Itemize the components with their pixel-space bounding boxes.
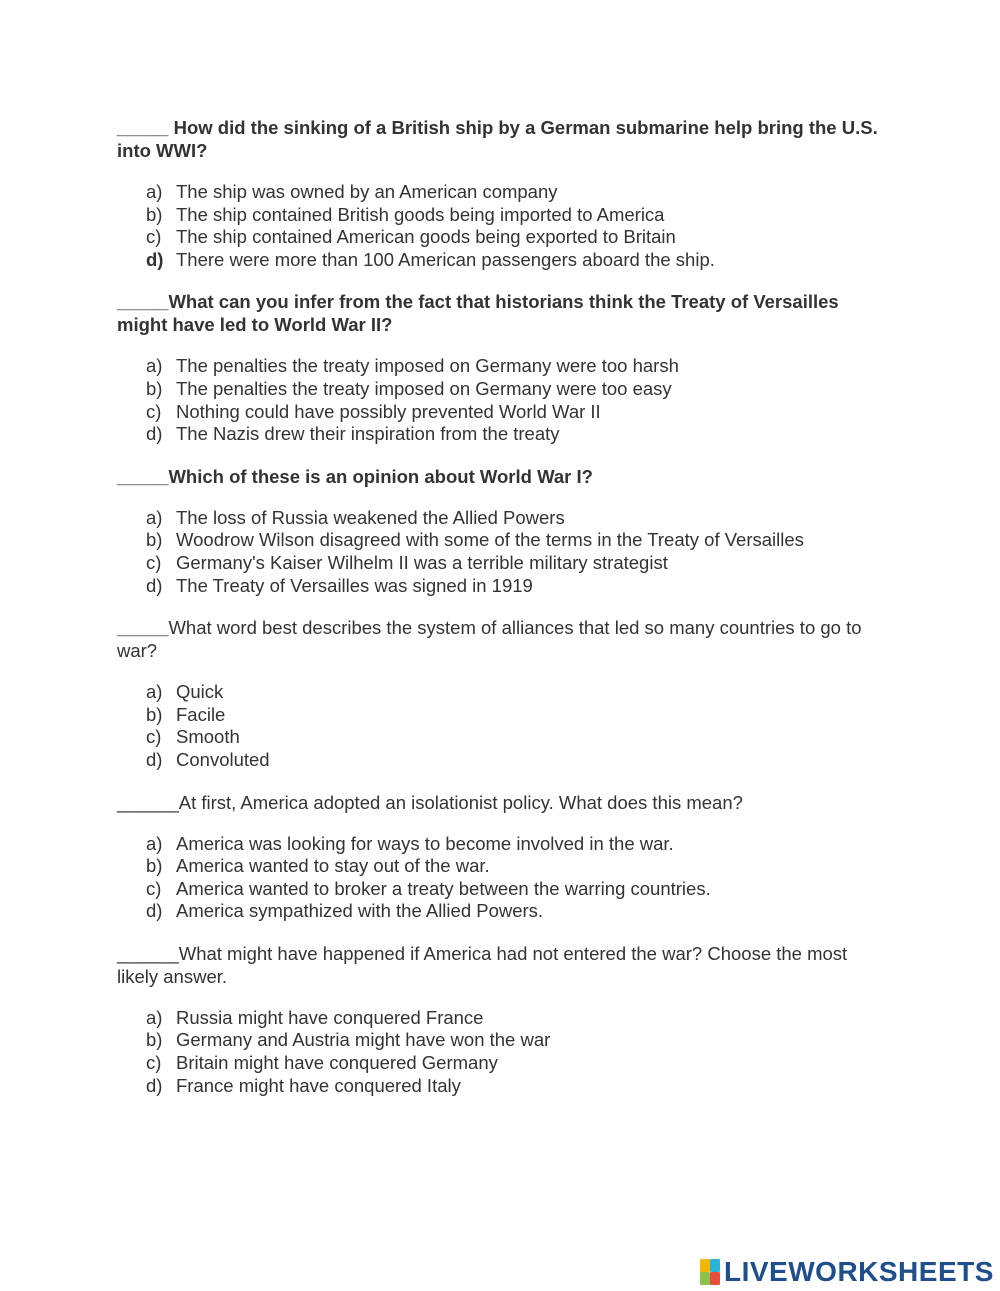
options-list: [117, 681, 887, 771]
option-a: a) Quick: [146, 681, 224, 703]
option-c: c) The ship contained American goods being exported to Britain: [146, 226, 676, 248]
question-text: What might have happened if America had not entered the war? Choose the most likely answer.: [117, 942, 848, 987]
option-b: b) Woodrow Wilson disagreed with some of the terms in the Treaty of Versailles: [146, 529, 804, 551]
option-c: c) Nothing could have possibly prevented World War II: [146, 400, 601, 422]
worksheet: [117, 116, 887, 1116]
options-list: [117, 355, 887, 445]
options-list: [117, 1007, 887, 1097]
question-5: [117, 791, 887, 814]
option-d: d) The Treaty of Versailles was signed in 1919: [146, 574, 533, 596]
question-4: [117, 616, 887, 662]
question-text: What can you infer from the fact that historians think the Treaty of Versailles might have led to World War II?: [117, 291, 839, 336]
option-a: a) The ship was owned by an American company: [146, 181, 558, 202]
answer-blank[interactable]: ______: [117, 942, 179, 964]
option-b: b) The penalties the treaty imposed on Germany were too easy: [146, 377, 672, 399]
liveworksheets-logo-icon: [700, 1259, 720, 1285]
option-d: d) There were more than 100 American passengers aboard the ship.: [146, 248, 715, 270]
option-b: b) The ship contained British goods being imported to America: [146, 203, 665, 225]
answer-blank[interactable]: _____: [117, 465, 169, 487]
answer-blank[interactable]: _____: [117, 117, 169, 138]
logo-text: LIVEWORKSHEETS: [724, 1256, 994, 1287]
option-b: b) Germany and Austria might have won the war: [146, 1029, 551, 1051]
options-list: [117, 833, 887, 923]
answer-blank[interactable]: ______: [117, 791, 179, 813]
question-text: Which of these is an opinion about World War I?: [168, 465, 593, 487]
question-text: What word best describes the system of alliances that led so many countries to go to war?: [117, 617, 862, 662]
option-d: d) Convoluted: [146, 748, 270, 770]
option-b: b) Facile: [146, 703, 226, 725]
question-6: [117, 942, 887, 988]
question-2: [117, 290, 887, 336]
option-a: a) Russia might have conquered France: [146, 1006, 484, 1028]
logo-tile-3: [700, 1272, 710, 1285]
option-d: d) The Nazis drew their inspiration from the treaty: [146, 423, 560, 445]
options-list: [117, 507, 887, 597]
option-a: a) The loss of Russia weakened the Allied Powers: [146, 506, 565, 528]
option-a: a) America was looking for ways to become involved in the war.: [146, 832, 674, 854]
option-a: a) The penalties the treaty imposed on Germany were too harsh: [146, 355, 679, 377]
question-3: [117, 465, 887, 488]
question-text: How did the sinking of a British ship by a German submarine help bring the U.S. into WWI?: [117, 117, 878, 161]
question-text: At first, America adopted an isolationist policy. What does this mean?: [178, 791, 743, 813]
options-list: [117, 181, 887, 271]
option-c: c) Britain might have conquered Germany: [146, 1052, 498, 1074]
option-c: c) America wanted to broker a treaty between the warring countries.: [146, 877, 711, 899]
option-d: d) France might have conquered Italy: [146, 1074, 461, 1096]
option-b: b) America wanted to stay out of the war.: [146, 855, 490, 877]
option-d: d) America sympathized with the Allied Powers.: [146, 900, 544, 922]
option-c: c) Germany's Kaiser Wilhelm II was a terrible military strategist: [146, 551, 668, 573]
liveworksheets-logo: [700, 1257, 994, 1287]
answer-blank[interactable]: _____: [117, 617, 169, 639]
option-c: c) Smooth: [146, 726, 240, 748]
answer-blank[interactable]: _____: [117, 291, 169, 313]
question-1: [117, 116, 887, 162]
logo-tile-4: [710, 1272, 720, 1285]
logo-tile-2: [710, 1259, 720, 1272]
logo-tile-1: [700, 1259, 710, 1272]
